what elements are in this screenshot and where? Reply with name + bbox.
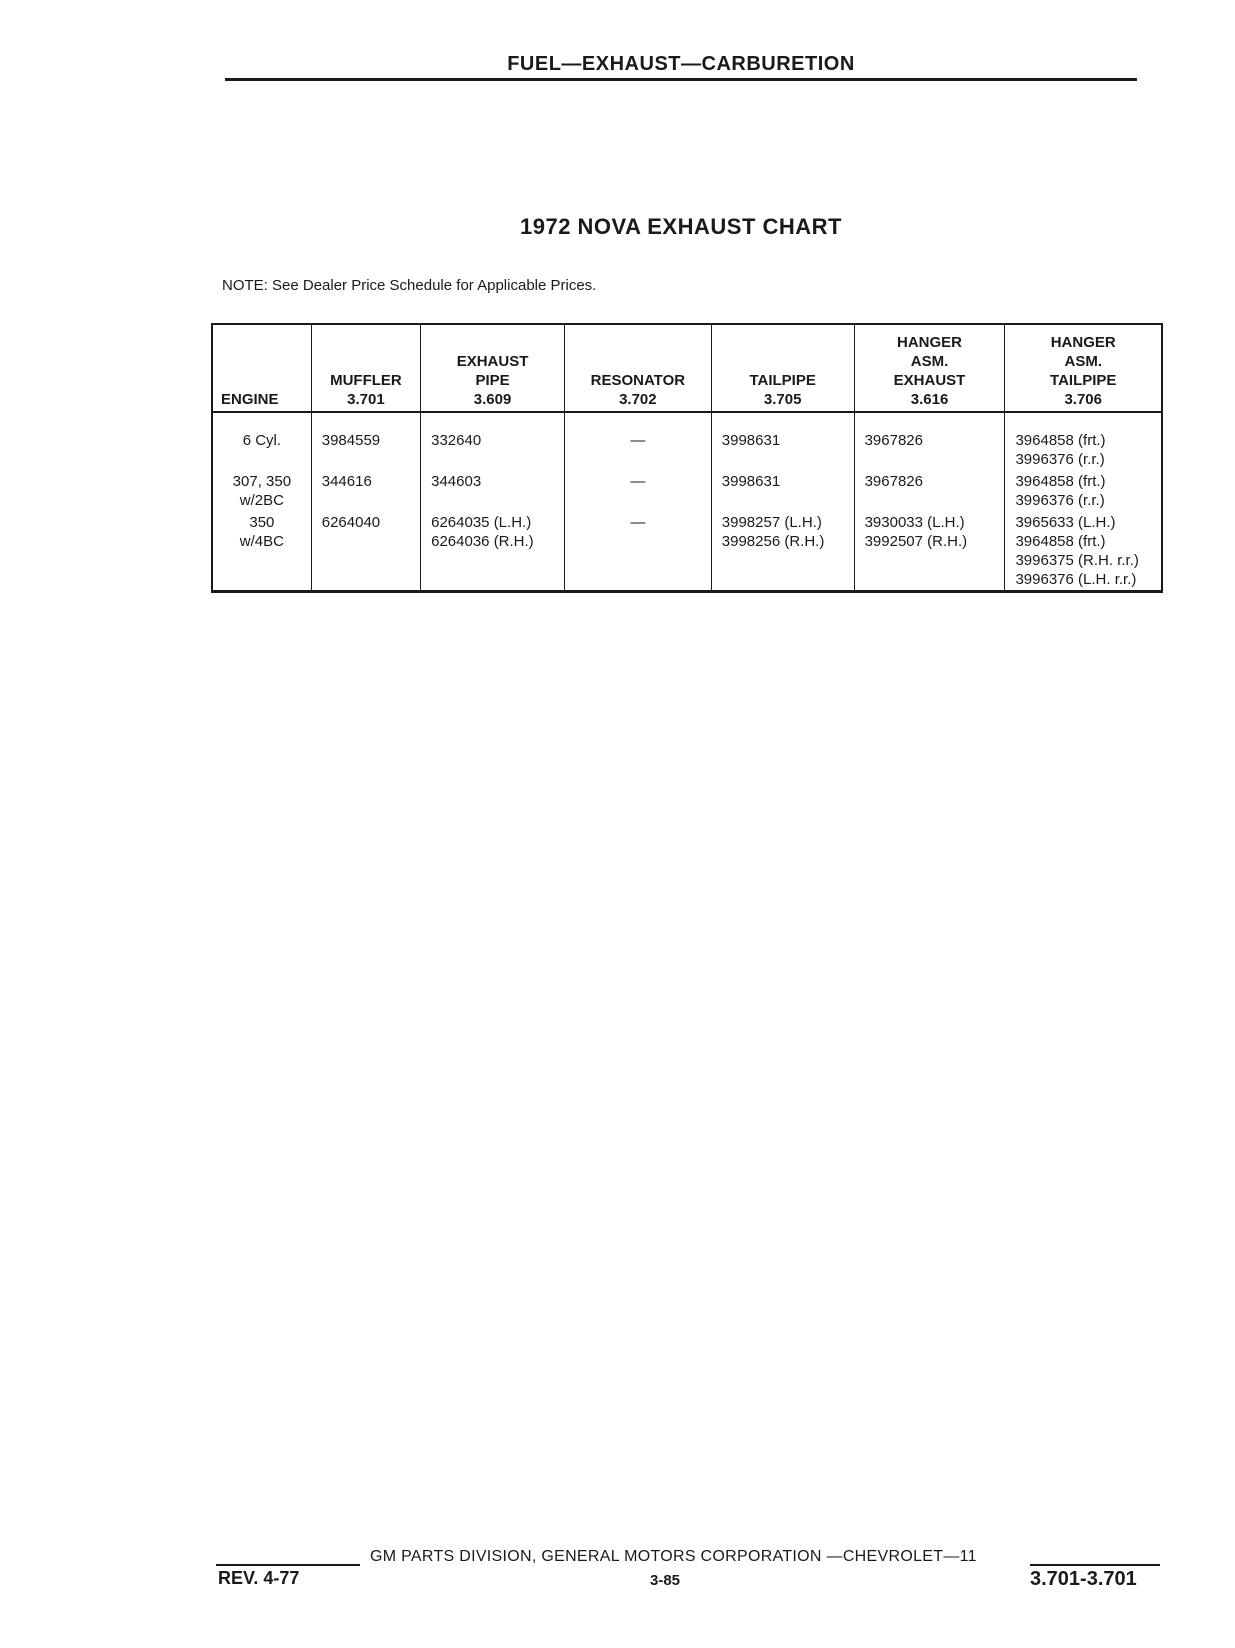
cell-tailpipe bbox=[711, 513, 854, 592]
column-header-muffler bbox=[311, 324, 420, 412]
cell-value: — bbox=[630, 514, 646, 531]
column-header-line: 3.609 bbox=[473, 391, 512, 408]
cell-value: w/4BC bbox=[239, 533, 284, 550]
cell-value: 3967826 bbox=[864, 432, 923, 449]
section-title: FUEL—EXHAUST—CARBURETION bbox=[507, 53, 855, 75]
column-header-line: RESONATOR bbox=[590, 372, 686, 389]
cell-resonator bbox=[564, 513, 711, 592]
footer-organization: GM PARTS DIVISION, GENERAL MOTORS CORPORATION —CHEVROLET—11 bbox=[370, 1548, 977, 1565]
cell-value: 3998631 bbox=[721, 432, 781, 449]
cell-value: 3964858 (frt.) bbox=[1015, 473, 1106, 490]
cell-value: 3930033 (L.H.) bbox=[864, 514, 965, 531]
footer-section-code: 3.701-3.701 bbox=[1030, 1568, 1137, 1590]
cell-exhaust-pipe bbox=[421, 472, 565, 513]
cell-value: — bbox=[630, 473, 646, 490]
section-title-rule bbox=[225, 78, 1137, 81]
cell-resonator bbox=[564, 472, 711, 513]
cell-value: 3964858 (frt.) bbox=[1015, 533, 1106, 550]
cell-resonator bbox=[564, 412, 711, 472]
table-row bbox=[212, 513, 1162, 592]
cell-tailpipe bbox=[711, 472, 854, 513]
cell-value: 3992507 (R.H.) bbox=[864, 533, 968, 550]
cell-exhaust-pipe bbox=[421, 412, 565, 472]
footer-rule-left bbox=[216, 1564, 360, 1566]
column-header-tailpipe bbox=[711, 324, 854, 412]
column-header-line: ENGINE bbox=[221, 391, 279, 408]
cell-hanger-tailpipe bbox=[1005, 513, 1162, 592]
cell-value: 3998631 bbox=[721, 473, 781, 490]
column-header-line: HANGER bbox=[1050, 334, 1116, 351]
column-header-resonator bbox=[564, 324, 711, 412]
cell-engine bbox=[212, 472, 311, 513]
cell-value: 344603 bbox=[431, 473, 482, 490]
column-header-hanger-tailpipe bbox=[1005, 324, 1162, 412]
cell-value: 3998257 (L.H.) bbox=[721, 514, 822, 531]
footer-rule-right bbox=[1030, 1564, 1160, 1566]
price-note: NOTE: See Dealer Price Schedule for Applicable Prices. bbox=[222, 277, 597, 294]
cell-muffler bbox=[311, 513, 420, 592]
cell-hanger-exhaust bbox=[854, 513, 1005, 592]
column-header-line: ASM. bbox=[910, 353, 949, 370]
column-header-line: MUFFLER bbox=[330, 372, 402, 389]
column-header-line: TAILPIPE bbox=[1050, 372, 1117, 389]
cell-engine bbox=[212, 513, 311, 592]
cell-hanger-tailpipe bbox=[1005, 472, 1162, 513]
cell-exhaust-pipe bbox=[421, 513, 565, 592]
cell-value: 3965633 (L.H.) bbox=[1015, 514, 1116, 531]
column-header-line: 3.616 bbox=[910, 391, 949, 408]
exhaust-parts-table bbox=[211, 323, 1163, 593]
cell-value: w/2BC bbox=[239, 492, 284, 509]
cell-value: 3998256 (R.H.) bbox=[721, 533, 825, 550]
cell-hanger-exhaust bbox=[854, 472, 1005, 513]
cell-value: 332640 bbox=[431, 432, 482, 449]
cell-value: 3996376 (r.r.) bbox=[1015, 492, 1105, 509]
table-header-row bbox=[212, 324, 1162, 412]
cell-value: 6264035 (L.H.) bbox=[431, 514, 532, 531]
cell-value: 350 bbox=[249, 514, 275, 531]
column-header-line: 3.701 bbox=[347, 391, 385, 408]
cell-muffler bbox=[311, 412, 420, 472]
cell-value: 3996376 (L.H. r.r.) bbox=[1015, 571, 1137, 588]
table-body bbox=[212, 412, 1162, 592]
column-header-line: EXHAUST bbox=[456, 353, 529, 370]
cell-value: 344616 bbox=[321, 473, 372, 490]
column-header-line: ASM. bbox=[1064, 353, 1102, 370]
cell-hanger-tailpipe bbox=[1005, 412, 1162, 472]
cell-muffler bbox=[311, 472, 420, 513]
footer-page-number: 3-85 bbox=[650, 1572, 681, 1589]
cell-engine bbox=[212, 412, 311, 472]
column-header-line: HANGER bbox=[897, 334, 963, 351]
cell-tailpipe bbox=[711, 412, 854, 472]
column-header-line: 3.706 bbox=[1064, 391, 1102, 408]
table-row bbox=[212, 472, 1162, 513]
cell-value: 6 Cyl. bbox=[242, 432, 282, 449]
table-row bbox=[212, 412, 1162, 472]
chart-title: 1972 NOVA EXHAUST CHART bbox=[519, 214, 842, 239]
column-header-line: EXHAUST bbox=[893, 372, 966, 389]
cell-value: 3967826 bbox=[864, 473, 923, 490]
cell-value: 6264036 (R.H.) bbox=[431, 533, 534, 550]
cell-value: 3996376 (r.r.) bbox=[1015, 451, 1105, 468]
column-header-line: 3.705 bbox=[763, 391, 802, 408]
cell-value: 3964858 (frt.) bbox=[1015, 432, 1106, 449]
column-header-exhaust-pipe bbox=[421, 324, 565, 412]
cell-value: 3996375 (R.H. r.r.) bbox=[1015, 552, 1139, 569]
column-header-line: PIPE bbox=[475, 372, 510, 389]
cell-value: 3984559 bbox=[321, 432, 381, 449]
column-header-engine bbox=[212, 324, 311, 412]
footer-revision: REV. 4-77 bbox=[218, 1568, 300, 1588]
cell-value: 6264040 bbox=[321, 514, 381, 531]
cell-value: — bbox=[630, 432, 646, 449]
cell-hanger-exhaust bbox=[854, 412, 1005, 472]
column-header-line: TAILPIPE bbox=[749, 372, 816, 389]
column-header-hanger-exhaust bbox=[854, 324, 1005, 412]
column-header-line: 3.702 bbox=[619, 391, 657, 408]
cell-value: 307, 350 bbox=[232, 473, 292, 490]
